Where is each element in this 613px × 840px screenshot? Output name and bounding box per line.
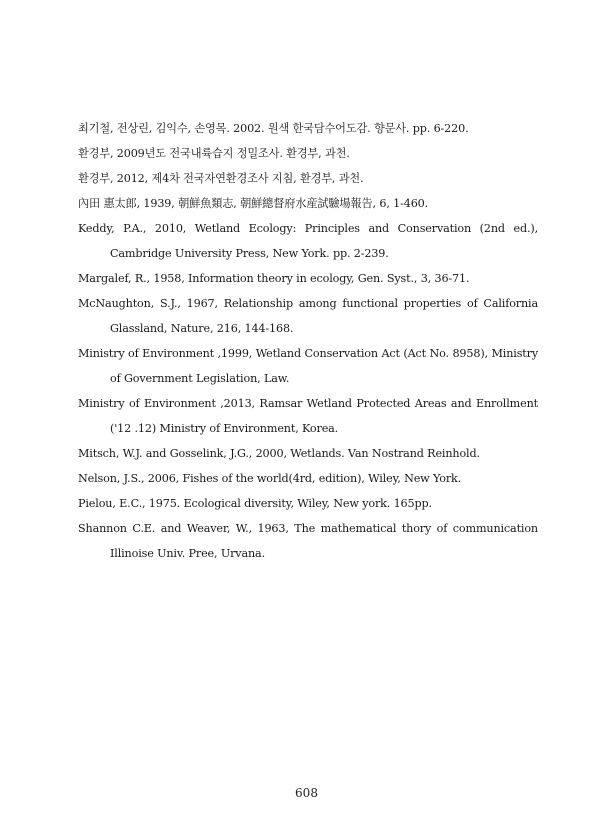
- reference-entry: 환경부, 2012, 제4차 전국자연환경조사 지침, 환경부, 과천.: [78, 172, 364, 185]
- reference-entry: 최기철, 전상린, 김익수, 손영목. 2002. 원색 한국담수어도감. 향문사. pp. 6-220.: [78, 122, 469, 135]
- reference-list: [78, 116, 538, 566]
- reference-entry: Keddy, P.A., 2010, Wetland Ecology: Principles and Conservation (2nd ed.), Cambridge University Press, New York. pp. 2-239.: [78, 222, 538, 260]
- reference-entry: Pielou, E.C., 1975. Ecological diversity, Wiley, New york. 165pp.: [78, 497, 432, 510]
- reference-entry: Ministry of Environment ,1999, Wetland Conservation Act (Act No. 8958), Ministry of Government Legislation, Law.: [78, 347, 538, 385]
- reference-entry: 환경부, 2009년도 전국내륙습지 정밀조사. 환경부, 과천.: [78, 147, 350, 160]
- reference-entry: Nelson, J.S., 2006, Fishes of the world(4rd, edition), Wiley, New York.: [78, 472, 462, 485]
- reference-entry: Mitsch, W.J. and Gosselink, J.G., 2000, Wetlands. Van Nostrand Reinhold.: [78, 447, 480, 460]
- reference-entry: McNaughton, S.J., 1967, Relationship among functional properties of California Glassland, Nature, 216, 144-168.: [78, 297, 538, 335]
- page-number: 608: [295, 786, 318, 800]
- reference-entry: Margalef, R., 1958, Information theory in ecology, Gen. Syst., 3, 36-71.: [78, 272, 470, 285]
- reference-entry: Ministry of Environment ,2013, Ramsar Wetland Protected Areas and Enrollment ('12 .12) Ministry of Environment, Korea.: [78, 397, 538, 435]
- reference-entry: 內田 惠太郎, 1939, 朝鮮魚類志, 朝鮮總督府水産試驗場報告, 6, 1-460.: [78, 197, 429, 210]
- reference-entry: Shannon C.E. and Weaver, W., 1963, The mathematical thory of communication Illinoise Univ. Pree, Urvana.: [78, 522, 538, 560]
